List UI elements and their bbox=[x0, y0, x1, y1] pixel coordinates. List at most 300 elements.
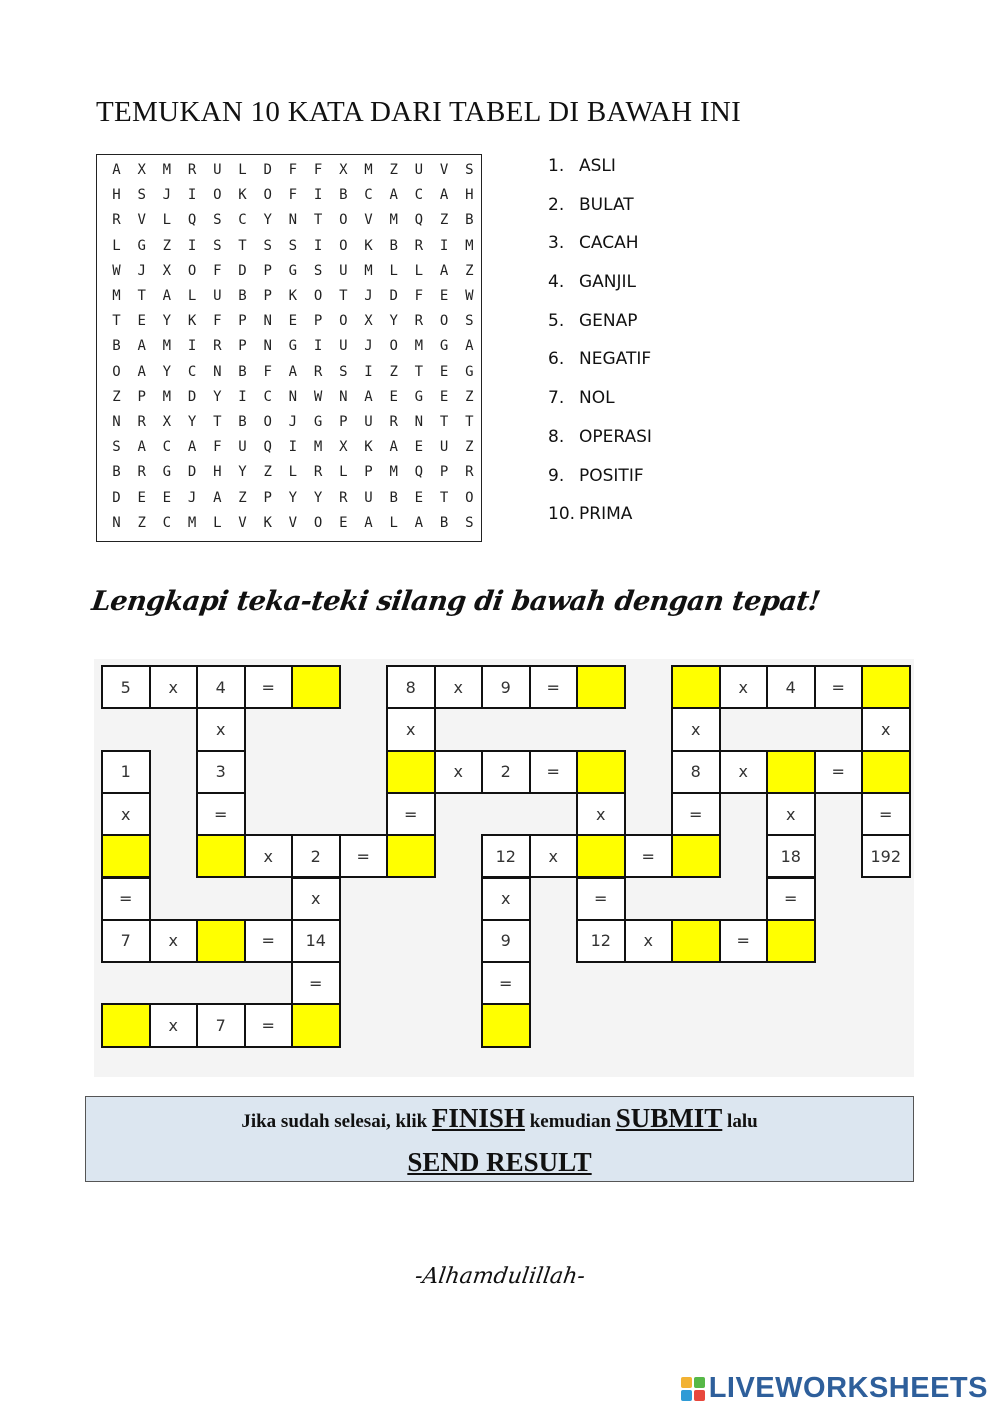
word-search-letter: S bbox=[263, 237, 272, 254]
word-search-letter: A bbox=[137, 338, 146, 355]
word-search-letter: M bbox=[465, 237, 474, 254]
word-search-letter: F bbox=[288, 187, 298, 204]
word-search-letter: T bbox=[339, 288, 348, 304]
word-search-letter: M bbox=[162, 162, 172, 178]
answer-cell[interactable] bbox=[481, 1003, 531, 1047]
word-search-letter: E bbox=[414, 489, 424, 506]
word-search-letter: Q bbox=[414, 464, 424, 481]
word-search-row bbox=[97, 288, 481, 313]
word-search-letter: E bbox=[439, 363, 449, 380]
word-list bbox=[548, 156, 652, 543]
word-search-row bbox=[97, 313, 481, 338]
word-search-letter: Y bbox=[162, 313, 172, 330]
word-search-row bbox=[97, 389, 481, 414]
clue-cell: 8 bbox=[386, 665, 436, 709]
clue-cell: = bbox=[814, 665, 864, 709]
word-search-letter: O bbox=[263, 187, 272, 204]
logo-text: LIVEWORKSHEETS bbox=[708, 1372, 988, 1404]
word-search-letter: C bbox=[364, 187, 373, 204]
word-search-letter: E bbox=[162, 489, 172, 506]
answer-cell[interactable] bbox=[386, 834, 436, 878]
answer-cell[interactable] bbox=[291, 1003, 341, 1047]
word-search-letter: F bbox=[213, 439, 222, 456]
word-list-item bbox=[548, 233, 652, 272]
word-search-letter: Z bbox=[263, 464, 272, 481]
clue-cell: 1 bbox=[101, 750, 151, 794]
word-search-letter: S bbox=[313, 262, 323, 279]
word-search-letter: S bbox=[339, 363, 348, 380]
word-text: BULAT bbox=[579, 194, 634, 215]
word-search-letter: N bbox=[213, 363, 222, 380]
word-list-item bbox=[548, 388, 652, 427]
submit-label: SUBMIT bbox=[615, 1103, 723, 1133]
word-search-letter: Z bbox=[162, 237, 172, 254]
word-search-letter: A bbox=[137, 363, 146, 380]
answer-cell[interactable] bbox=[766, 750, 816, 794]
word-search-letter: T bbox=[439, 489, 449, 506]
word-search-letter: P bbox=[137, 388, 146, 405]
word-search-letter: V bbox=[439, 162, 449, 178]
word-search-letter: B bbox=[389, 489, 398, 506]
word-search-letter: O bbox=[339, 212, 348, 229]
crossword-grid bbox=[94, 659, 914, 1077]
word-search-letter: M bbox=[112, 288, 121, 304]
word-number: 4. bbox=[548, 272, 565, 293]
word-search-letter: Z bbox=[465, 388, 474, 405]
word-search-letter: F bbox=[288, 162, 298, 178]
word-search-letter: S bbox=[465, 162, 474, 178]
word-search-letter: L bbox=[414, 262, 424, 279]
word-search-letter: N bbox=[112, 414, 121, 430]
word-list-item bbox=[548, 427, 652, 466]
word-list-item bbox=[548, 311, 652, 350]
banner-middle: kemudian bbox=[529, 1111, 612, 1132]
word-search-letter: T bbox=[238, 237, 247, 254]
word-search-letter: Y bbox=[288, 489, 298, 506]
word-search-letter: G bbox=[162, 464, 172, 481]
answer-cell[interactable] bbox=[101, 834, 151, 878]
clue-cell: x bbox=[196, 707, 246, 751]
word-search-letter: L bbox=[389, 514, 398, 531]
word-search-letter: X bbox=[364, 313, 373, 330]
word-search-letter: I bbox=[288, 439, 298, 456]
answer-cell[interactable] bbox=[196, 919, 246, 963]
word-search-letter: C bbox=[162, 514, 172, 531]
clue-cell: x bbox=[719, 665, 769, 709]
word-search-letter: A bbox=[439, 187, 449, 204]
clue-cell: x bbox=[291, 877, 341, 921]
word-search-letter: O bbox=[465, 489, 474, 506]
word-search-letter: G bbox=[439, 338, 449, 355]
word-search-letter: Q bbox=[263, 439, 272, 456]
crossword-instruction: Lengkapi teka-teki silang di bawah dengan tepat! bbox=[89, 586, 822, 617]
word-search-letter: K bbox=[288, 288, 298, 304]
word-search-letter: U bbox=[414, 162, 424, 178]
word-search-letter: J bbox=[187, 489, 197, 506]
word-search-letter: U bbox=[364, 489, 373, 506]
word-search-row bbox=[97, 364, 481, 389]
word-search-letter: N bbox=[288, 388, 298, 405]
page-title: TEMUKAN 10 KATA DARI TABEL DI BAWAH INI bbox=[96, 96, 742, 128]
word-search-letter: E bbox=[137, 313, 146, 330]
word-search-letter: D bbox=[112, 489, 121, 506]
answer-cell[interactable] bbox=[196, 834, 246, 878]
word-list-item bbox=[548, 156, 652, 195]
word-search-letter: H bbox=[465, 187, 474, 204]
clue-cell: x bbox=[101, 792, 151, 836]
word-search-letter: K bbox=[238, 187, 247, 204]
word-search-letter: X bbox=[339, 162, 348, 178]
word-search-letter: L bbox=[112, 237, 121, 254]
word-search-letter: Z bbox=[389, 363, 398, 380]
word-search-letter: U bbox=[213, 288, 222, 304]
word-search-letter: B bbox=[112, 338, 121, 355]
word-search-letter: P bbox=[313, 313, 323, 330]
word-text: OPERASI bbox=[579, 426, 652, 447]
clue-cell: = bbox=[244, 919, 294, 963]
clue-cell: 8 bbox=[671, 750, 721, 794]
word-search-letter: R bbox=[137, 464, 146, 481]
word-search-letter: P bbox=[339, 414, 348, 430]
word-search-row bbox=[97, 187, 481, 212]
word-search-letter: B bbox=[339, 187, 348, 204]
word-search-letter: O bbox=[187, 262, 197, 279]
word-search-letter: B bbox=[439, 514, 449, 531]
word-search-letter: M bbox=[313, 439, 323, 456]
word-search-letter: A bbox=[162, 288, 172, 304]
word-search-letter: B bbox=[465, 212, 474, 229]
word-search-letter: Y bbox=[162, 363, 172, 380]
word-search-letter: O bbox=[313, 288, 323, 304]
word-search-letter: D bbox=[187, 388, 197, 405]
answer-cell[interactable] bbox=[671, 665, 721, 709]
word-search-letter: I bbox=[439, 237, 449, 254]
word-search-letter: D bbox=[389, 288, 398, 304]
word-search-letter: E bbox=[137, 489, 146, 506]
clue-cell: x bbox=[434, 665, 484, 709]
word-search-letter: Y bbox=[238, 464, 247, 481]
word-search-letter: P bbox=[263, 288, 272, 304]
finish-banner bbox=[85, 1096, 914, 1182]
word-search-letter: M bbox=[389, 464, 398, 481]
word-search-letter: Z bbox=[137, 514, 146, 531]
word-search-letter: I bbox=[313, 338, 323, 355]
clue-cell: = bbox=[101, 877, 151, 921]
word-search-letter: Z bbox=[465, 262, 474, 279]
word-search-letter: R bbox=[389, 414, 398, 430]
word-search-letter: U bbox=[339, 262, 348, 279]
word-search-row bbox=[97, 263, 481, 288]
word-search-letter: X bbox=[137, 162, 146, 178]
answer-cell[interactable] bbox=[291, 665, 341, 709]
word-search-letter: W bbox=[313, 388, 323, 405]
word-search-letter: F bbox=[213, 313, 222, 330]
word-text: POSITIF bbox=[579, 465, 644, 486]
clue-cell: x bbox=[149, 665, 199, 709]
word-search-letter: U bbox=[339, 338, 348, 355]
word-search-letter: M bbox=[162, 338, 172, 355]
word-search-letter: S bbox=[112, 439, 121, 456]
answer-cell[interactable] bbox=[671, 919, 721, 963]
word-list-item bbox=[548, 272, 652, 311]
word-search-letter: C bbox=[187, 363, 197, 380]
clue-cell: x bbox=[434, 750, 484, 794]
word-search-letter: A bbox=[439, 262, 449, 279]
word-search-letter: S bbox=[213, 237, 222, 254]
word-search-letter: A bbox=[187, 439, 197, 456]
word-search-letter: A bbox=[364, 514, 373, 531]
clue-cell: = bbox=[481, 961, 531, 1005]
clue-cell: = bbox=[861, 792, 911, 836]
word-search-letter: S bbox=[465, 514, 474, 531]
word-number: 10. bbox=[548, 504, 576, 525]
word-search-letter: Y bbox=[313, 489, 323, 506]
word-number: 7. bbox=[548, 388, 565, 409]
word-search-letter: E bbox=[339, 514, 348, 531]
closing-text: -Alhamdulillah- bbox=[413, 1264, 587, 1289]
word-search-letter: G bbox=[288, 262, 298, 279]
word-search-letter: G bbox=[288, 338, 298, 355]
word-search-letter: R bbox=[187, 162, 197, 178]
word-search-letter: J bbox=[162, 187, 172, 204]
word-search-letter: S bbox=[288, 237, 298, 254]
clue-cell: 4 bbox=[196, 665, 246, 709]
word-search-letter: N bbox=[112, 514, 121, 531]
word-search-letter: O bbox=[313, 514, 323, 531]
word-search-letter: S bbox=[213, 212, 222, 229]
clue-cell: = bbox=[576, 877, 626, 921]
clue-cell: = bbox=[529, 750, 579, 794]
word-search-letter: P bbox=[364, 464, 373, 481]
word-search-letter: V bbox=[137, 212, 146, 229]
word-search-letter: V bbox=[364, 212, 373, 229]
word-search-letter: I bbox=[238, 388, 247, 405]
answer-cell[interactable] bbox=[576, 665, 626, 709]
word-search-letter: U bbox=[238, 439, 247, 456]
clue-cell: x bbox=[481, 877, 531, 921]
word-search-letter: D bbox=[187, 464, 197, 481]
word-number: 3. bbox=[548, 233, 565, 254]
clue-cell: x bbox=[719, 750, 769, 794]
word-text: NOL bbox=[579, 388, 615, 409]
word-list-item bbox=[548, 504, 652, 543]
word-search-letter: K bbox=[187, 313, 197, 330]
clue-cell: x bbox=[529, 834, 579, 878]
clue-cell: 2 bbox=[481, 750, 531, 794]
word-search-letter: I bbox=[313, 237, 323, 254]
clue-cell: 12 bbox=[481, 834, 531, 878]
clue-cell: x bbox=[149, 919, 199, 963]
clue-cell: = bbox=[291, 961, 341, 1005]
word-search-letter: Y bbox=[389, 313, 398, 330]
word-search-letter: A bbox=[389, 187, 398, 204]
clue-cell: x bbox=[766, 792, 816, 836]
word-number: 6. bbox=[548, 349, 565, 370]
clue-cell: = bbox=[529, 665, 579, 709]
word-search-letter: L bbox=[162, 212, 172, 229]
word-search-letter: B bbox=[112, 464, 121, 481]
word-search-letter: N bbox=[339, 388, 348, 405]
banner-suffix: lalu bbox=[727, 1111, 758, 1132]
word-search-letter: T bbox=[439, 414, 449, 430]
clue-cell: 7 bbox=[196, 1003, 246, 1047]
word-search-letter: C bbox=[263, 388, 272, 405]
answer-cell[interactable] bbox=[861, 750, 911, 794]
word-search-letter: H bbox=[213, 464, 222, 481]
liveworksheets-logo-icon bbox=[681, 1377, 705, 1401]
word-search-letter: K bbox=[364, 237, 373, 254]
send-result-label: SEND RESULT bbox=[407, 1147, 592, 1177]
word-search-letter: Q bbox=[414, 212, 424, 229]
answer-cell[interactable] bbox=[766, 919, 816, 963]
word-search-letter: R bbox=[414, 237, 424, 254]
clue-cell: = bbox=[766, 877, 816, 921]
word-search-letter: M bbox=[187, 514, 197, 531]
word-search-letter: M bbox=[364, 262, 373, 279]
word-search-row bbox=[97, 338, 481, 363]
word-search-letter: A bbox=[364, 388, 373, 405]
clue-cell: 18 bbox=[766, 834, 816, 878]
word-search-letter: I bbox=[313, 187, 323, 204]
word-search-letter: L bbox=[339, 464, 348, 481]
word-list-item bbox=[548, 466, 652, 505]
word-search-letter: J bbox=[137, 262, 146, 279]
word-search-letter: L bbox=[288, 464, 298, 481]
word-search-letter: R bbox=[137, 414, 146, 430]
word-search-letter: G bbox=[414, 388, 424, 405]
word-search-letter: M bbox=[389, 212, 398, 229]
word-search-letter: R bbox=[313, 464, 323, 481]
word-search-letter: I bbox=[187, 338, 197, 355]
word-search-letter: V bbox=[238, 514, 247, 531]
word-search-letter: Q bbox=[187, 212, 197, 229]
clue-cell: = bbox=[624, 834, 674, 878]
word-search-row bbox=[97, 464, 481, 489]
finish-label: FINISH bbox=[431, 1103, 525, 1133]
word-search-letter: U bbox=[439, 439, 449, 456]
word-search-letter: K bbox=[263, 514, 272, 531]
word-search-letter: Z bbox=[465, 439, 474, 456]
word-search-letter: Z bbox=[238, 489, 247, 506]
clue-cell: = bbox=[244, 665, 294, 709]
answer-cell[interactable] bbox=[386, 750, 436, 794]
word-search-letter: O bbox=[339, 237, 348, 254]
word-text: GENAP bbox=[579, 310, 638, 331]
word-search-letter: J bbox=[364, 338, 373, 355]
word-search-letter: C bbox=[162, 439, 172, 456]
word-number: 8. bbox=[548, 426, 565, 447]
word-search-letter: U bbox=[213, 162, 222, 178]
word-search-letter: S bbox=[465, 313, 474, 330]
word-search-letter: E bbox=[414, 439, 424, 456]
word-search-letter: O bbox=[439, 313, 449, 330]
clue-cell: 9 bbox=[481, 665, 531, 709]
clue-cell: = bbox=[719, 919, 769, 963]
word-search-letter: D bbox=[263, 162, 272, 178]
word-search-row bbox=[97, 238, 481, 263]
word-search-letter: I bbox=[187, 237, 197, 254]
word-search-letter: Y bbox=[213, 388, 222, 405]
word-search-letter: P bbox=[263, 262, 272, 279]
word-search-letter: K bbox=[364, 439, 373, 456]
word-search-row bbox=[97, 212, 481, 237]
word-search-letter: F bbox=[213, 262, 222, 279]
word-search-letter: J bbox=[288, 414, 298, 430]
banner-prefix: Jika sudah selesai, klik bbox=[241, 1111, 428, 1132]
word-search-letter: T bbox=[112, 313, 121, 330]
answer-cell[interactable] bbox=[101, 1003, 151, 1047]
word-search-letter: T bbox=[465, 414, 474, 430]
word-search-letter: G bbox=[137, 237, 146, 254]
word-search-letter: Y bbox=[263, 212, 272, 229]
word-search-letter: P bbox=[238, 313, 247, 330]
word-search-letter: F bbox=[313, 162, 323, 178]
word-search-letter: P bbox=[238, 338, 247, 355]
word-search-letter: Z bbox=[112, 388, 121, 405]
word-search-row bbox=[97, 162, 481, 187]
word-search-letter: B bbox=[389, 237, 398, 254]
word-search-letter: L bbox=[389, 262, 398, 279]
word-search-letter: F bbox=[414, 288, 424, 304]
word-search-letter: L bbox=[187, 288, 197, 304]
answer-cell[interactable] bbox=[671, 834, 721, 878]
word-search-letter: D bbox=[238, 262, 247, 279]
word-search-letter: X bbox=[339, 439, 348, 456]
word-number: 2. bbox=[548, 194, 565, 215]
word-search-letter: A bbox=[389, 439, 398, 456]
word-search-letter: E bbox=[389, 388, 398, 405]
word-text: PRIMA bbox=[579, 504, 633, 525]
word-search-letter: R bbox=[213, 338, 222, 355]
word-search-letter: P bbox=[439, 464, 449, 481]
clue-cell: = bbox=[244, 1003, 294, 1047]
word-number: 1. bbox=[548, 156, 565, 176]
word-search-letter: T bbox=[213, 414, 222, 430]
word-search-letter: R bbox=[112, 212, 121, 229]
clue-cell: x bbox=[149, 1003, 199, 1047]
word-search-letter: X bbox=[162, 262, 172, 279]
word-search-letter: G bbox=[313, 414, 323, 430]
word-search-letter: N bbox=[263, 338, 272, 355]
answer-cell[interactable] bbox=[576, 750, 626, 794]
answer-cell[interactable] bbox=[861, 665, 911, 709]
word-search-letter: C bbox=[414, 187, 424, 204]
word-search-letter: S bbox=[137, 187, 146, 204]
word-search-letter: L bbox=[213, 514, 222, 531]
answer-cell[interactable] bbox=[576, 834, 626, 878]
clue-cell: x bbox=[671, 707, 721, 751]
word-search-letter: X bbox=[162, 414, 172, 430]
clue-cell: 14 bbox=[291, 919, 341, 963]
word-number: 5. bbox=[548, 310, 565, 331]
word-search-letter: A bbox=[213, 489, 222, 506]
clue-cell: = bbox=[814, 750, 864, 794]
clue-cell: x bbox=[386, 707, 436, 751]
word-search-letter: M bbox=[162, 388, 172, 405]
word-search-row bbox=[97, 490, 481, 515]
liveworksheets-logo bbox=[681, 1372, 988, 1405]
word-number: 9. bbox=[548, 465, 565, 486]
word-text: GANJIL bbox=[579, 272, 637, 293]
word-search-letter: B bbox=[238, 414, 247, 430]
word-search-row bbox=[97, 515, 481, 540]
word-search-letter: R bbox=[339, 489, 348, 506]
word-search-letter: B bbox=[238, 363, 247, 380]
word-search-letter: A bbox=[288, 363, 298, 380]
word-text: CACAH bbox=[579, 233, 639, 254]
clue-cell: 7 bbox=[101, 919, 151, 963]
clue-cell: = bbox=[339, 834, 389, 878]
